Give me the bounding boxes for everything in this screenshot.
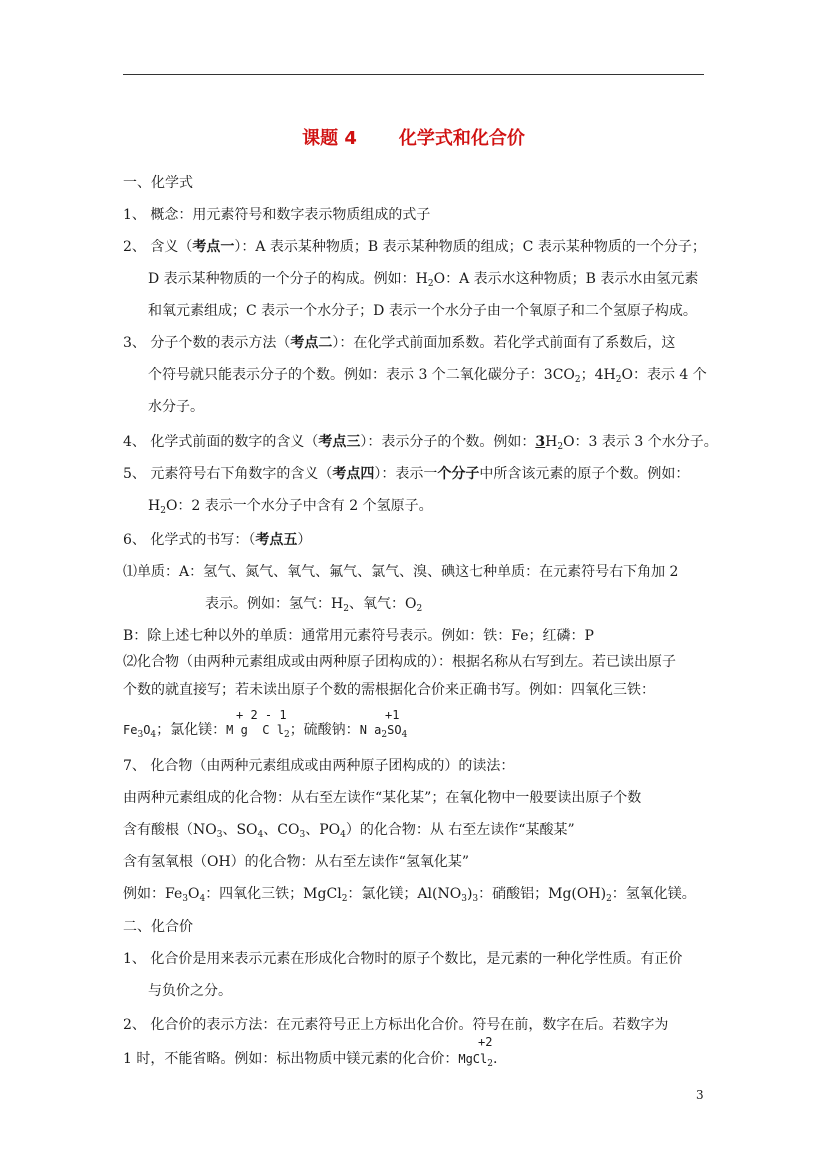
item-3-cont2: 水分子。	[148, 399, 204, 415]
item-6-elements-cont: 表示。例如：氢气：$H_2$、氧气：$O_2$	[205, 596, 423, 614]
title-topic: 化学式和化合价	[398, 128, 525, 149]
valence-item-2-cont: 1 时，不能省略。例如：标出物质中镁元素的化合价：MgCl$_2$.	[123, 1051, 498, 1069]
item-3-molecule-count: 3、 分子个数的表示方法（考点二）：在化学式前面加系数。若化学式前面有了系数后，这	[123, 335, 676, 351]
item-6-writing: 6、 化学式的书写：（考点五）	[123, 532, 312, 548]
valence-mark-mgcl2: + 2 - 1	[236, 708, 287, 722]
item-6-formula-examples: $Fe_3O_4$；氯化镁：M g C $l_2$；硫酸钠：N $a_2SO_4$	[123, 722, 408, 740]
header-rule	[123, 74, 704, 75]
valence-item-2: 2、 化合价的表示方法：在元素符号正上方标出化合价。符号在前，数字在后。若数字为	[123, 1017, 669, 1033]
valence-mark-mg: +2	[478, 1035, 493, 1049]
item-1-concept: 1、 概念：用元素符号和数字表示物质组成的式子	[123, 207, 431, 223]
item-2-meaning-cont2: 和氧元素组成；C 表示一个水分子；D 表示一个水分子由一个氧原子和二个氢原子构成。	[148, 303, 697, 319]
item-2-meaning: 2、 含义（考点一）：A 表示某种物质；B 表示某种物质的组成；C 表示某种物质的一个分子；	[123, 239, 706, 255]
item-5-subscript: 5、 元素符号右下角数字的含义（考点四）：表示一个分子中所含该元素的原子个数。例如：	[123, 466, 690, 482]
title-lesson: 课题 4	[302, 128, 357, 149]
item-2-meaning-cont: D 表示某种物质的一个分子的构成。例如：$H_2O$：A 表示水这种物质；B 表示水由氢元素	[148, 271, 699, 289]
item-7-reading: 7、 化合物（由两种元素组成或由两种原子团构成的）的读法：	[123, 758, 515, 774]
item-6-elements: ⑴单质：A：氢气、氮气、氧气、氟气、氯气、溴、碘这七种单质：在元素符号右下角加 2	[123, 564, 679, 580]
item-7-acid-radical: 含有酸根（$NO_3$、$SO_4$、$CO_3$、$PO_4$）的化合物：从 右至左读作“某酸某”	[123, 822, 575, 840]
section-heading-valence: 二、化合价	[123, 919, 193, 935]
item-7-hydroxide: 含有氢氧根（OH）的化合物：从右至左读作“氢氧化某”	[123, 854, 469, 870]
item-6-other-elements: B：除上述七种以外的单质：通常用元素符号表示。例如：铁：Fe；红磷：P	[123, 628, 594, 644]
item-6-compounds-cont: 个数的就直接写；若未读出原子个数的需根据化合价来正确书写。例如：四氧化三铁：	[123, 682, 655, 698]
item-7-binary: 由两种元素组成的化合物：从右至左读作“某化某”；在氧化物中一般要读出原子个数	[123, 790, 642, 806]
valence-item-1: 1、 化合价是用来表示元素在形成化合物时的原子个数比，是元素的一种化学性质。有正价	[123, 951, 683, 967]
item-7-examples: 例如：$Fe_3O_4$：四氧化三铁；MgCl$_2$：氯化镁；$Al(NO_3)_3$：硝酸铝；$Mg(OH)_2$：氢氧化镁。	[123, 886, 696, 904]
item-5-cont: $H_2O$：2 表示一个水分子中含有 2 个氢原子。	[148, 498, 433, 516]
item-6-compounds: ⑵化合物（由两种元素组成或由两种原子团构成的）：根据名称从右写到左。若已读出原子	[123, 654, 676, 670]
page-number: 3	[696, 1088, 704, 1102]
valence-mark-na: +1	[385, 708, 400, 722]
page-title	[0, 124, 827, 150]
valence-item-1-cont: 与负价之分。	[148, 983, 232, 999]
item-3-cont: 个符号就只能表示分子的个数。例如：表示 3 个二氧化碳分子：$3CO_2$；$4H_2O$：表示 4 个	[148, 367, 707, 385]
section-heading-formula: 一、化学式	[123, 175, 193, 191]
item-4-coefficient: 4、 化学式前面的数字的含义（考点三）：表示分子的个数。例如：$3H_2O$：3 表示 3 个水分子。	[123, 434, 718, 452]
